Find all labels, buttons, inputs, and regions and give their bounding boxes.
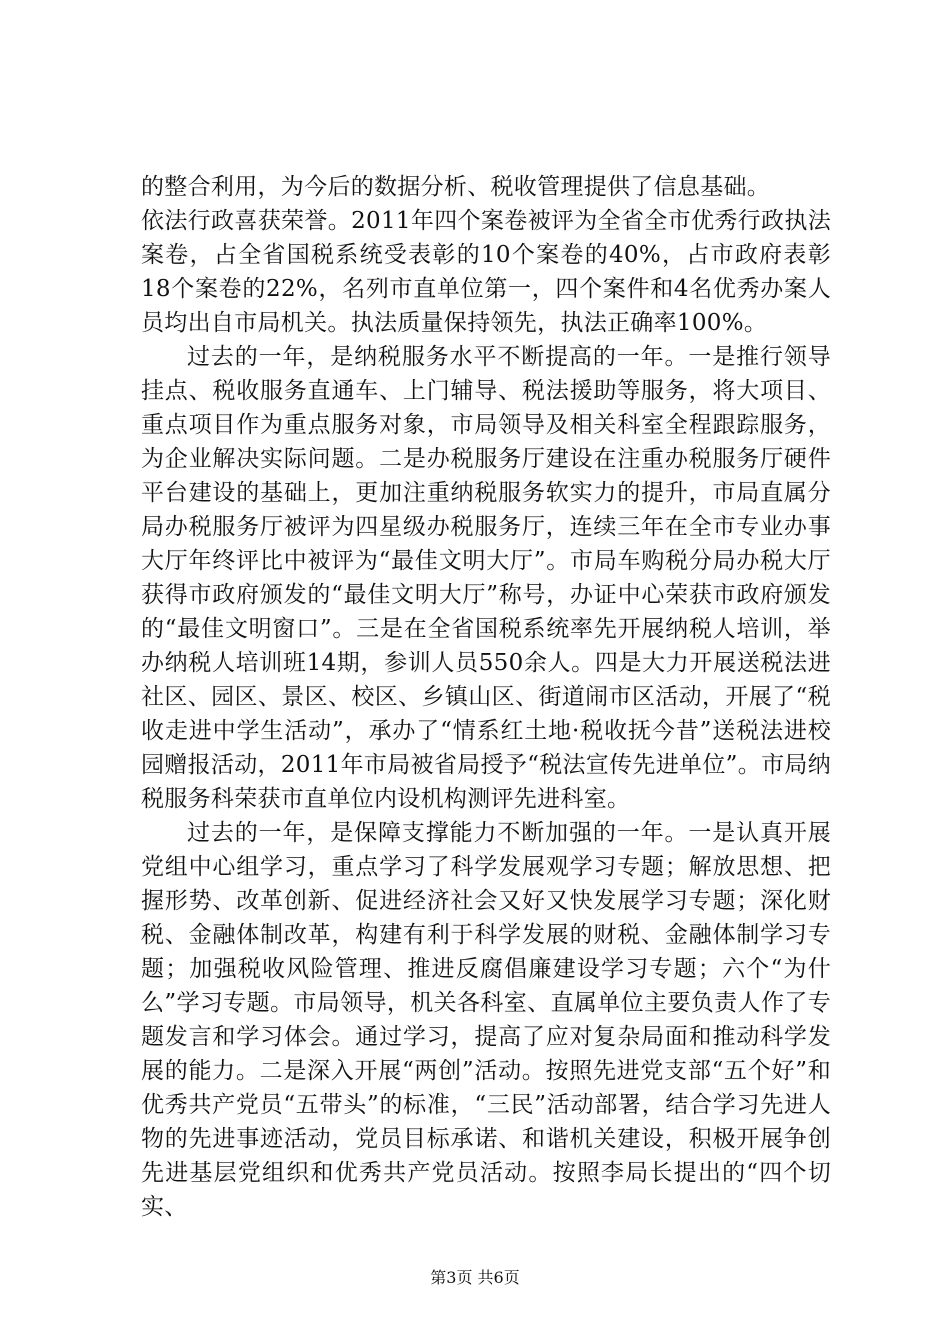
paragraph-2: 依法行政喜获荣誉。2011年四个案卷被评为全省全市优秀行政执法案卷，占全省国税系统受表彰的10个案卷的40%，占市政府表彰18个案卷的22%，名列市直单位第一，四个案件和4名优秀办案人员均出自市局机关。执法质量保持领先，执法正确率100%。: [141, 208, 831, 336]
paragraph-3: 过去的一年，是纳税服务水平不断提高的一年。一是推行领导挂点、税收服务直通车、上门辅导、税法援助等服务，将大项目、重点项目作为重点服务对象，市局领导及相关科室全程跟踪服务，为企业解决实际问题。二是办税服务厅建设在注重办税服务厅硬件平台建设的基础上，更加注重纳税服务软实力的提升，市局直属分局办税服务厅被评为四星级办税服务厅，连续三年在全市专业办事大厅年终评比中被评为“最佳文明大厅”。市局车购税分局办税大厅获得市政府颁发的“最佳文明大厅”称号，办证中心荣获市政府颁发的“最佳文明窗口”。三是在全省国税系统率先开展纳税人培训，举办纳税人培训班14期，参训人员550余人。四是大力开展送税法进社区、园区、景区、校区、乡镇山区、街道闹市区活动，开展了“税收走进中学生活动”，承办了“情系红土地·税收抚今昔”送税法进校园赠报活动，2011年市局被省局授予“税法宣传先进单位”。市局纳税服务科荣获市直单位内设机构测评先进科室。: [141, 344, 831, 812]
page-footer: 第3页 共6页: [430, 1268, 520, 1287]
document-body: [141, 170, 831, 1224]
paragraph-1: 的整合利用，为今后的数据分析、税收管理提供了信息基础。: [141, 174, 771, 200]
paragraph-4: 过去的一年，是保障支撑能力不断加强的一年。一是认真开展党组中心组学习，重点学习了科学发展观学习专题；解放思想、把握形势、改革创新、促进经济社会又好又快发展学习专题；深化财税、金融体制改革，构建有利于科学发展的财税、金融体制学习专题；加强税收风险管理、推进反腐倡廉建设学习专题；六个“为什么”学习专题。市局领导，机关各科室、直属单位主要负责人作了专题发言和学习体会。通过学习，提高了应对复杂局面和推动科学发展的能力。二是深入开展“两创”活动。按照先进党支部“五个好”和优秀共产党员“五带头”的标准，“三民”活动部署，结合学习先进人物的先进事迹活动，党员目标承诺、和谐机关建设，积极开展争创先进基层党组织和优秀共产党员活动。按照李局长提出的“四个切实、: [141, 820, 831, 1220]
